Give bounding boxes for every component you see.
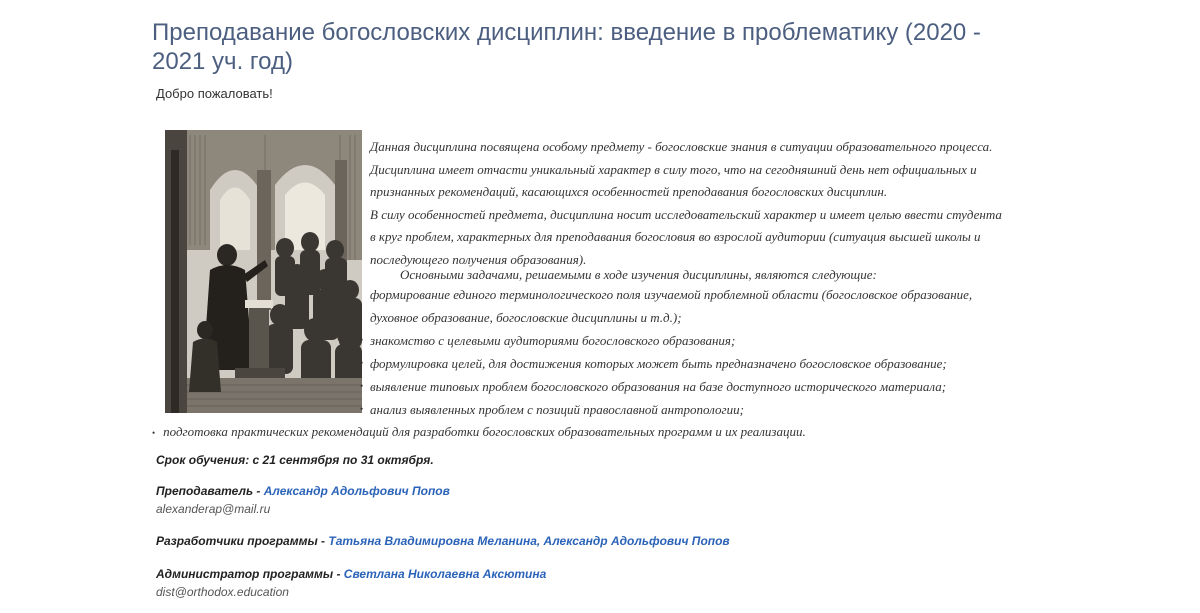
bullet-icon: • <box>360 358 364 368</box>
description-line: последующего получения образования). <box>370 251 587 267</box>
course-duration: Срок обучения: с 21 сентября по 31 октября. <box>156 453 434 467</box>
task-text: анализ выявленных проблем с позиций православной антропологии; <box>370 402 744 417</box>
admin-name-link[interactable]: Светлана Николаевна Аксютина <box>343 567 547 581</box>
tasks-intro <box>370 267 877 283</box>
list-item <box>152 422 806 443</box>
list-item <box>360 329 1030 352</box>
description-line: в круг проблем, характерных для преподавания богословия во взрослой аудитории (ситуация высшей школы и <box>370 229 981 244</box>
list-item <box>360 398 1030 421</box>
bullet-icon: • <box>360 381 364 391</box>
course-illustration <box>165 130 362 413</box>
bullet-icon: • <box>152 428 156 438</box>
admin-line <box>156 566 546 582</box>
bullet-icon: • <box>360 335 364 345</box>
teacher-email: alexanderap@mail.ru <box>156 502 271 516</box>
teacher-line <box>156 483 450 499</box>
task-text: выявление типовых проблем богословского образования на базе доступного исторического материала; <box>370 379 947 394</box>
list-item <box>370 306 1030 329</box>
tasks-list <box>360 283 1030 421</box>
task-text: формулировка целей, для достижения которых может быть предназначено богословское образование; <box>370 356 947 371</box>
list-item <box>360 375 1030 398</box>
description-line: Данная дисциплина посвящена особому предмету - богословские знания в ситуации образовательного процесса. <box>370 139 993 154</box>
list-item <box>370 283 1030 306</box>
task-text: формирование единого терминологического поля изучаемой проблемной области (богословское образование, <box>370 287 973 302</box>
admin-email: dist@orthodox.education <box>156 585 289 599</box>
task-text: духовное образование, богословские дисциплины и т.д.); <box>370 310 682 325</box>
task-text: подготовка практических рекомендаций для разработки богословских образовательных программ и их реализации. <box>163 424 806 439</box>
teacher-label: Преподаватель - <box>156 484 264 498</box>
developers-line <box>156 533 730 549</box>
bullet-icon: • <box>360 404 364 414</box>
course-description <box>370 136 1030 271</box>
task-text: знакомство с целевыми аудиториями богословского образования; <box>370 333 736 348</box>
admin-label: Администратор программы - <box>156 567 344 581</box>
description-line: признанных рекомендаций, касающихся особенностей преподавания богословских дисциплин. <box>370 184 888 199</box>
developers-label: Разработчики программы - <box>156 534 329 548</box>
welcome-text: Добро пожаловать! <box>156 86 273 101</box>
description-line: В силу особенностей предмета, дисциплина носит исследовательский характер и имеет целью ввести студента <box>370 206 1002 222</box>
teacher-name-link[interactable]: Александр Адольфович Попов <box>263 484 450 498</box>
list-item <box>360 352 1030 375</box>
description-line: Дисциплина имеет отчасти уникальный характер в силу того, что на сегодняшний день нет официальных и <box>370 161 977 177</box>
tasks-intro-text: Основными задачами, решаемыми в ходе изучения дисциплины, являются следующие: <box>400 267 877 282</box>
developers-names-link[interactable]: Татьяна Владимировна Меланина, Александр Адольфович Попов <box>328 534 730 548</box>
course-title: Преподавание богословских дисциплин: введение в проблематику (2020 - 2021 уч. год) <box>152 19 981 75</box>
